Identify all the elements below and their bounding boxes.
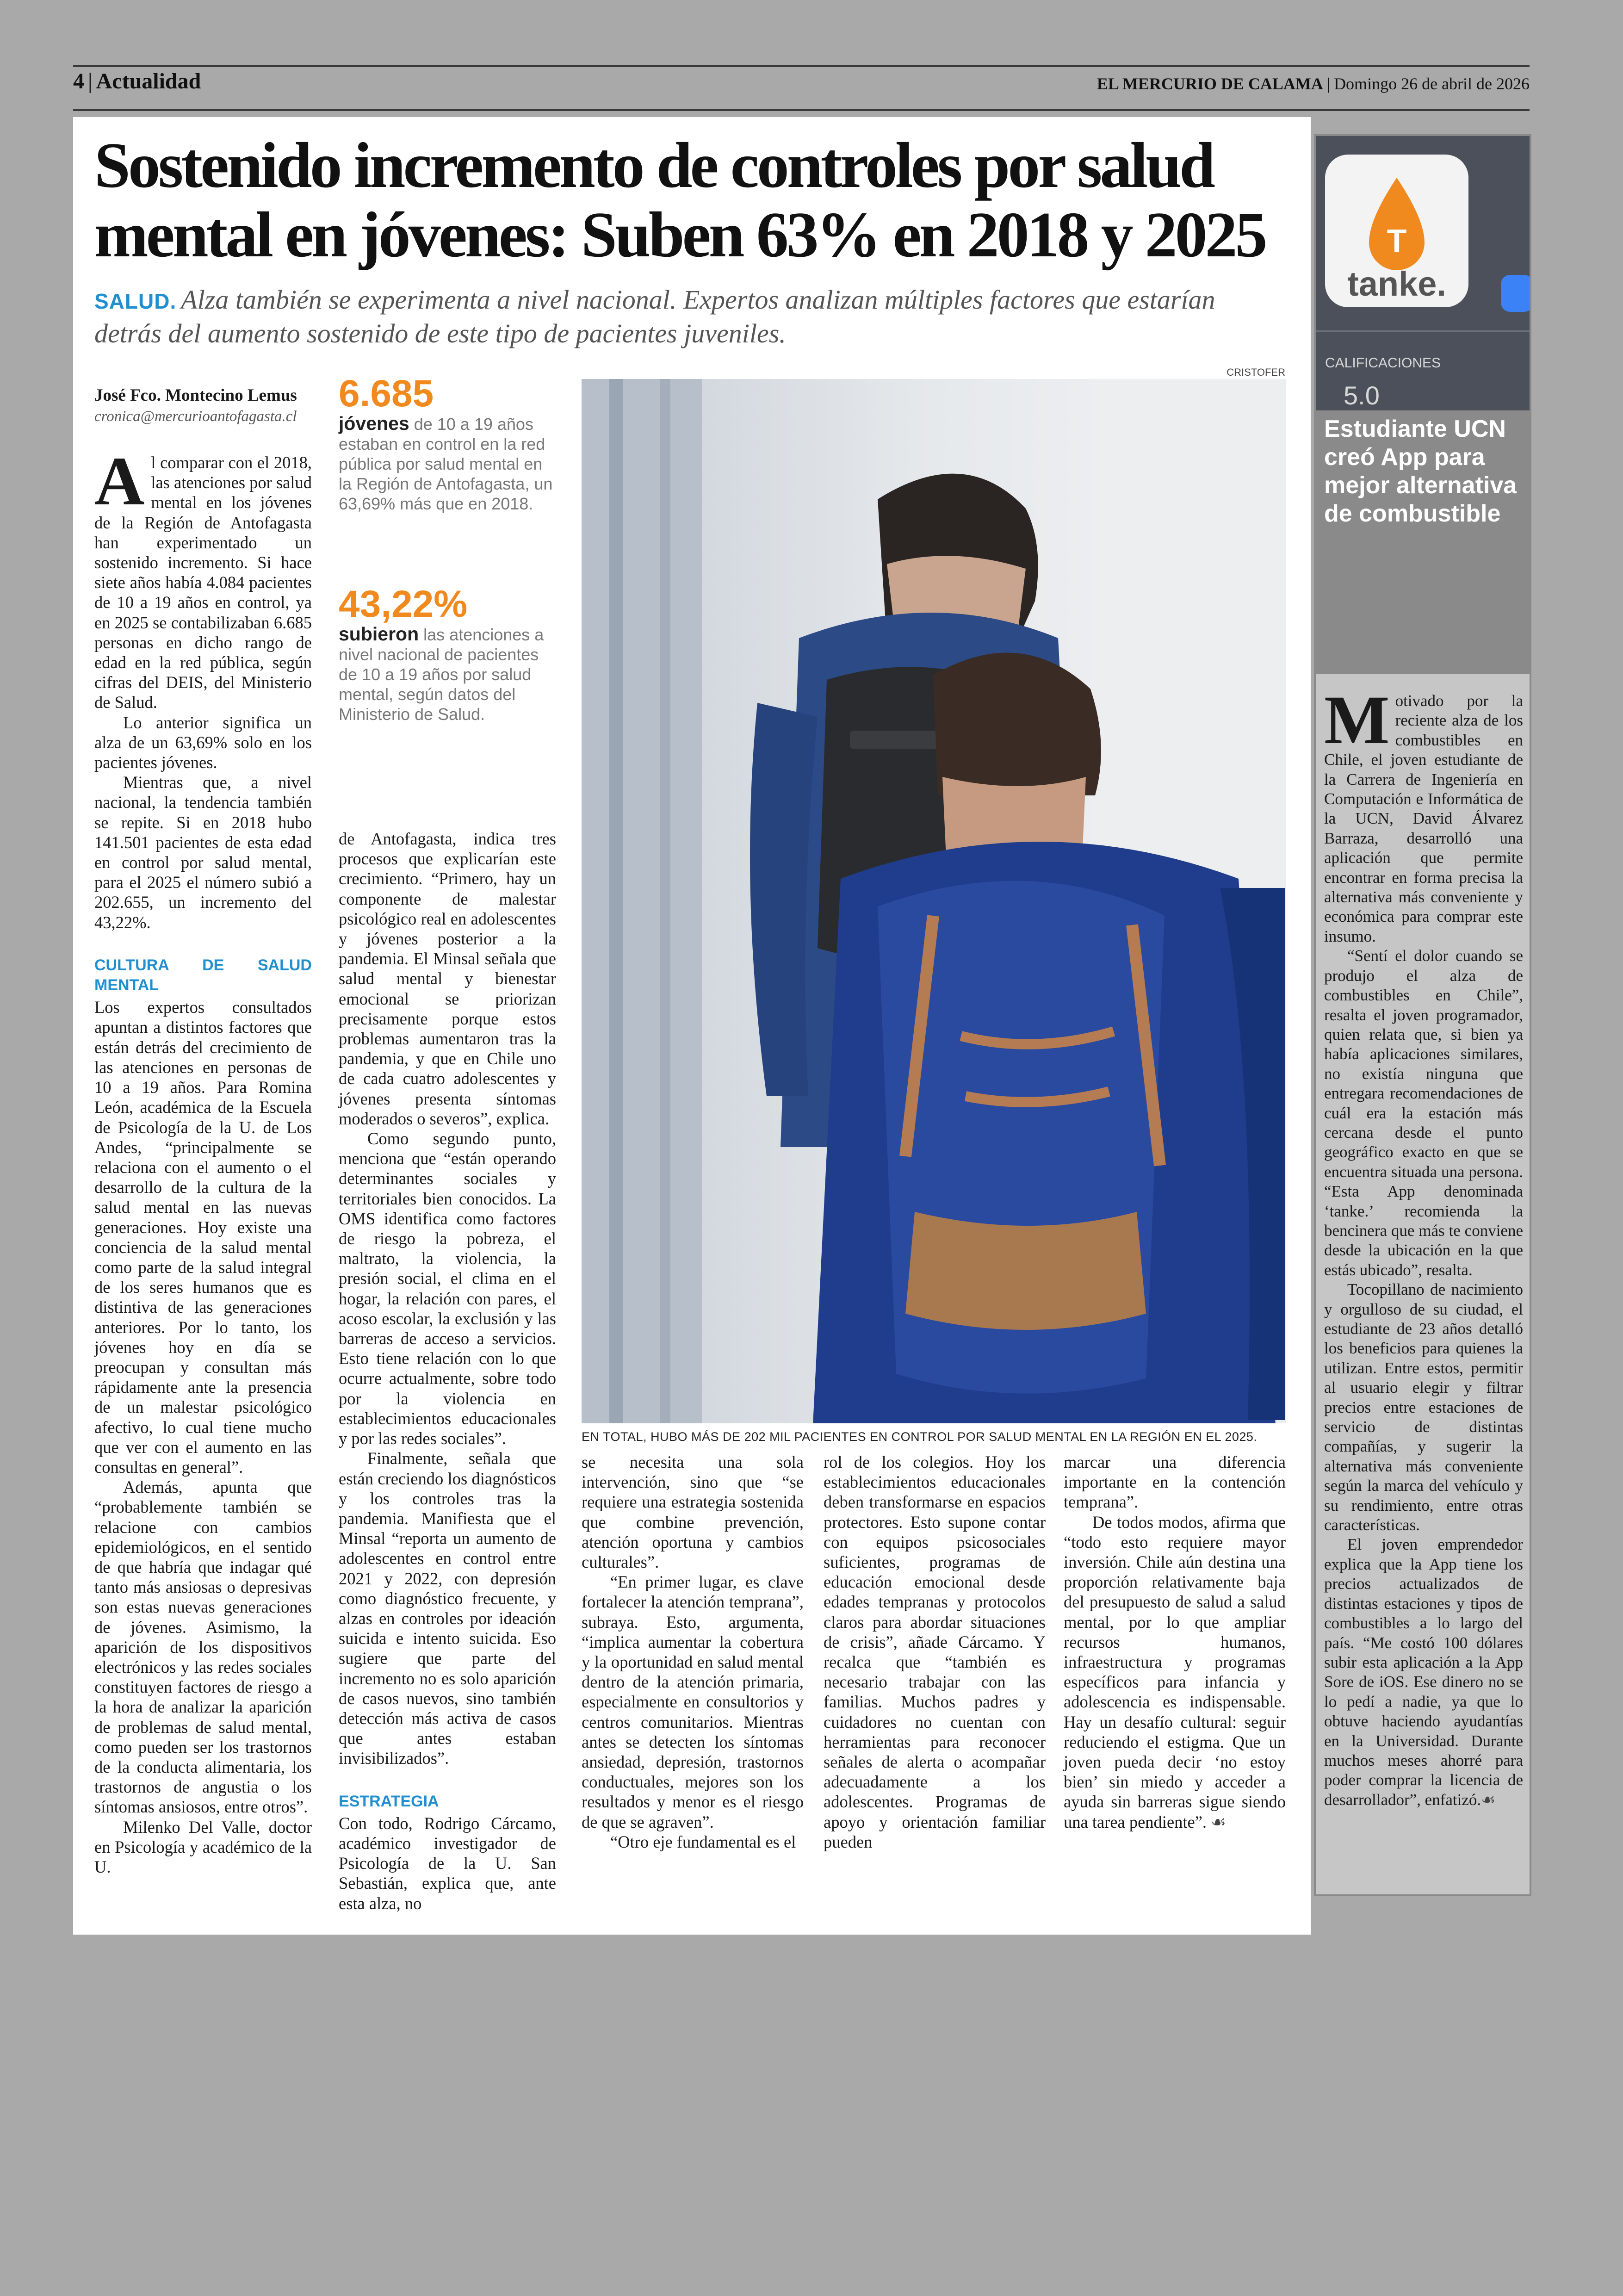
app-icon-letter: T — [1387, 223, 1407, 259]
deck-text: Alza también se experimenta a nivel nacional. Expertos analizan múltiples factores que estarían detrás del aumento sostenido de este tipo de pacientes juveniles. — [94, 285, 1215, 348]
stat-number: 43,22% — [339, 583, 468, 625]
article-column-1 — [94, 443, 312, 1877]
stat-box-2 — [339, 584, 556, 724]
article-column-2 — [339, 829, 556, 1913]
deck — [94, 284, 1279, 350]
paragraph: Milenko Del Valle, doctor en Psicología y académico de la U. — [94, 1817, 312, 1877]
main-article — [73, 117, 1311, 1935]
publication-dateline: EL MERCURIO DE CALAMA | Domingo 26 de abril de 2026 — [1096, 74, 1530, 93]
app-rating-label: CALIFICACIONES — [1325, 355, 1441, 371]
sidebar-headline-line: creó App para — [1324, 444, 1485, 471]
paragraph: Finalmente, señala que están creciendo los diagnósticos y los controles tras la pandemia. Manifiesta que el Minsal “reporta un aumento de adolescentes en control entre 2021 y 2022, con depresión como diagnóstico frecuente, y alzas en controles por ideación suicida e intento suicida. Eso sugiere que parte del incremento no es solo aparición de casos nuevos, sino también detección más activa de casos que antes estaban invisibilizados”. — [339, 1449, 556, 1768]
headline-line: Sostenido incremento de controles por salud — [94, 130, 1213, 201]
stat-box-1 — [339, 374, 556, 514]
section-label: 4 | Actualidad — [73, 69, 201, 93]
stat-number: 6.685 — [339, 372, 434, 415]
header-top-rule — [73, 65, 1530, 67]
paragraph: Motivado por la reciente alza de los combustibles en Chile, el joven estudiante de la Carrera de Ingeniería en Computación e Informática de la UCN, David Álvarez Barraza, desarrolló una aplicación que permite encontrar en forma precisa la alternativa más conveniente y económica para comprar este insumo. — [1324, 682, 1523, 945]
page-header — [73, 68, 1530, 105]
tanke-app-icon-illustration — [1316, 136, 1530, 410]
page-number: 4 — [73, 69, 84, 93]
sidebar-headline-line: mejor alternativa — [1324, 472, 1517, 499]
publication-name: EL MERCURIO DE CALAMA — [1096, 74, 1323, 93]
paragraph: Como segundo punto, menciona que “están operando determinantes sociales y territoriales bien conocidos. La OMS identifica como factores de riesgo la pobreza, el maltrato, la violencia, la presión social, el clima en el hogar, la relación con pares, el acoso escolar, la exclusión y las barreras de acceso a servicios. Esto tiene relación con lo que ocurre actualmente, sobre todo por la violencia en establecimientos educacionales y por las redes sociales”. — [339, 1129, 556, 1448]
stat-text: de 10 a 19 años estaban en control en la red pública por salud mental en la Región de Antofagasta, un 63,69% más que en 2018. — [339, 415, 553, 513]
author-email: cronica@mercurioantofagasta.cl — [94, 408, 297, 425]
paragraph: Lo anterior significa un alza de un 63,69% solo en los pacientes jóvenes. — [94, 713, 312, 772]
paragraph: Con todo, Rodrigo Cárcamo, académico investigador de Psicología de la U. San Sebastián, explica que, ante esta alza, no — [339, 1813, 556, 1913]
end-mark-icon: ☙ — [1481, 1790, 1496, 1809]
app-screenshot-photo — [1316, 136, 1530, 410]
headline-line: mental en jóvenes: Suben 63% en 2018 y 2025 — [94, 199, 1265, 271]
paragraph: “Otro eje fundamental es el — [610, 1832, 796, 1851]
end-mark-icon: ☙ — [1211, 1812, 1226, 1831]
deck-kicker: SALUD. — [94, 289, 177, 313]
article-photo — [582, 379, 1286, 1423]
drop-cap: M — [1324, 682, 1390, 758]
students-backpacks-illustration — [582, 379, 1286, 1423]
section-name: Actualidad — [96, 69, 201, 93]
paragraph: marcar una diferencia importante en la contención temprana”. — [1064, 1452, 1286, 1512]
paragraph: “Sentí el dolor cuando se produjo el alza de combustibles en Chile”, resalta el joven programador, quien relata que, si bien ya había aplicaciones similares, no existía ninguna que entregara recomendaciones de cuál era la estación más cercana desde el punto geográfico exacto en que se encuentra situada una persona. “Esta App denominada ‘tanke.’ recomienda la bencinera que más te conviene desde la ubicación en la que estás ubicado”, resalta. — [1324, 947, 1523, 1279]
headline — [94, 131, 1297, 270]
paragraph: De todos modos, afirma que “todo esto requiere mayor inversión. Chile aún destina una proporción relativamente baja del presupuesto de salud a salud mental, por lo que ampliar recursos humanos, infraestructura y programas específicos para infancia y adolescencia es indispensable. Hay un desafío cultural: seguir reduciendo el estigma. Que un joven pueda decir ‘no estoy bien’ sin miedo y acceder a ayuda sin barreras sigue siendo una tarea pendiente”. ☙ — [1064, 1512, 1286, 1831]
photo-credit: CRISTOFER — [1227, 366, 1285, 378]
paragraph: Mientras que, a nivel nacional, la tendencia también se repite. Si en 2018 hubo 141.501 pacientes de esta edad en control por salud mental, para el 2025 el número subió a 202.655, un incremento del 43,22%. — [94, 773, 312, 932]
drop-cap: A — [94, 443, 145, 520]
paragraph: Al comparar con el 2018, las atenciones por salud mental en los jóvenes de la Región de Antofagasta han experimentado un sostenido incremento. Si hace siete años había 4.084 pacientes de 10 a 19 años en control, ya en 2025 se contabilizaban 6.685 personas en dicho rango de edad en la red pública, según cifras del DEIS, del Ministerio de Salud. — [94, 443, 312, 712]
paragraph: “En primer lugar, es clave fortalecer la atención temprana”, subraya. Esto, argumenta, “implica aumentar la cobertura y la oportunidad en salud mental dentro de la atención primaria, especialmente en consultorios y centros comunitarios. Mientras antes se detecten los síntomas ansiedad, depresión, trastornos conductuales, mejores son los resultados y menor es el riesgo de que se agraven”. — [582, 1572, 804, 1831]
sidebar-story — [1314, 134, 1531, 1896]
publication-date: Domingo 26 de abril de 2026 — [1334, 74, 1530, 93]
paragraph: El joven emprendedor explica que la App tiene los precios actualizados de distintas estaciones y tipos de combustibles a lo largo del país. “Me costó 100 dólares subir esta aplicación a la App Sore de iOS. Ese dinero no se lo pedí a nadie, ya que lo obtuve haciendo ayudantías en la Universidad. Durante muchos meses ahorré para poder comprar la licencia de desarrollador”, enfatizó.☙ — [1324, 1535, 1523, 1809]
paragraph: Los expertos consultados apuntan a distintos factores que están detrás del crecimiento de las atenciones en personas de 10 a 19 años. Para Romina León, académica de la Escuela de Psicología de la U. de Los Andes, “principalmente se relaciona con el aumento o el desarrollo de la cultura de la salud mental en las nuevas generaciones. Hoy existe una conciencia de la salud mental como parte de la salud integral de los seres humanos que es distintiva de las generaciones anteriores. Por lo tanto, los jóvenes hoy en día se preocupan y consultan más rápidamente ante la presencia de un malestar psicológico afectivo, lo cual tiene mucho que ver con el aumento en las consultas en general”. — [94, 998, 312, 1477]
stat-lead: jóvenes — [339, 413, 409, 434]
subheading: ESTRATEGIA — [339, 1792, 439, 1810]
author-name: José Fco. Montecino Lemus — [94, 386, 297, 405]
paragraph: Tocopillano de nacimiento y orgulloso de su ciudad, el estudiante de 23 años detalló los beneficios para quienes la utilizan. Entre estos, permitir al usuario elegir y filtrar precios entre estaciones de servicio de distintas compañías, y sugerir la alternativa más conveniente según la marca del vehículo y su rendimiento, entre otras características. — [1324, 1280, 1523, 1534]
sidebar-headline-line: Estudiante UCN — [1324, 416, 1506, 442]
article-column-3 — [582, 1452, 804, 1852]
sidebar-headline-line: de combustible — [1324, 500, 1501, 527]
app-rating-value: 5.0 — [1344, 381, 1380, 410]
byline — [94, 385, 298, 425]
paragraph: de Antofagasta, indica tres procesos que explicarían este crecimiento. “Primero, hay un componente de malestar psicológico real en adolescentes y jóvenes posterior a la pandemia. El Minsal señala que salud mental y bienestar emocional se priorizan precisamente porque estos problemas aumentaron tras la pandemia, y que en Chile uno de cada cuatro adolescentes y jóvenes presenta síntomas moderados o severos”, explica. — [339, 829, 556, 1128]
header-bottom-rule — [73, 109, 1530, 111]
paragraph: rol de los colegios. Hoy los establecimientos educacionales deben transformarse en espacios protectores. Esto supone contar con equipos psicosociales suficientes, programas de educación emocional desde edades tempranas y protocolos claros para abordar situaciones de crisis”, añade Cárcamo. Y recalca que “también es necesario trabajar con las familias. Muchos padres y cuidadores no cuentan con herramientas para reconocer señales de alerta o acompañar adecuadamente a los adolescentes. Programas de apoyo y orientación familiar pueden — [824, 1452, 1046, 1851]
article-column-4 — [824, 1452, 1046, 1852]
app-icon-name: tanke. — [1347, 265, 1446, 303]
article-column-5 — [1064, 1452, 1286, 1832]
paragraph: se necesita una sola intervención, sino que “se requiere una estrategia sostenida que combine prevención, atención oportuna y cambios culturales”. — [582, 1452, 804, 1572]
stat-lead: subieron — [339, 623, 419, 645]
sidebar-body — [1324, 682, 1523, 1810]
photo-caption: EN TOTAL, HUBO MÁS DE 202 MIL PACIENTES EN CONTROL POR SALUD MENTAL EN LA REGIÓN EN EL 2025. — [582, 1430, 1258, 1444]
paragraph: Además, apunta que “probablemente también se relacione con cambios epidemiológicos, en el sentido de que habría que indagar qué tanto más ansiosas o depresivas son estas nuevas generaciones de jóvenes. Asimismo, la aparición de los dispositivos electrónicos y las redes sociales constituyen factores de riesgo a la hora de analizar la aparición de problemas de salud mental, como pueden ser los trastornos de la conducta alimentaria, los trastornos de angustia o los síntomas ansiosos, entre otros”. — [94, 1477, 312, 1817]
subheading: CULTURA DE SALUD MENTAL — [94, 956, 312, 994]
sidebar-headline — [1316, 410, 1530, 674]
stat-text: las atenciones a nivel nacional de pacientes de 10 a 19 años por salud mental, según datos del Ministerio de Salud. — [339, 625, 544, 724]
